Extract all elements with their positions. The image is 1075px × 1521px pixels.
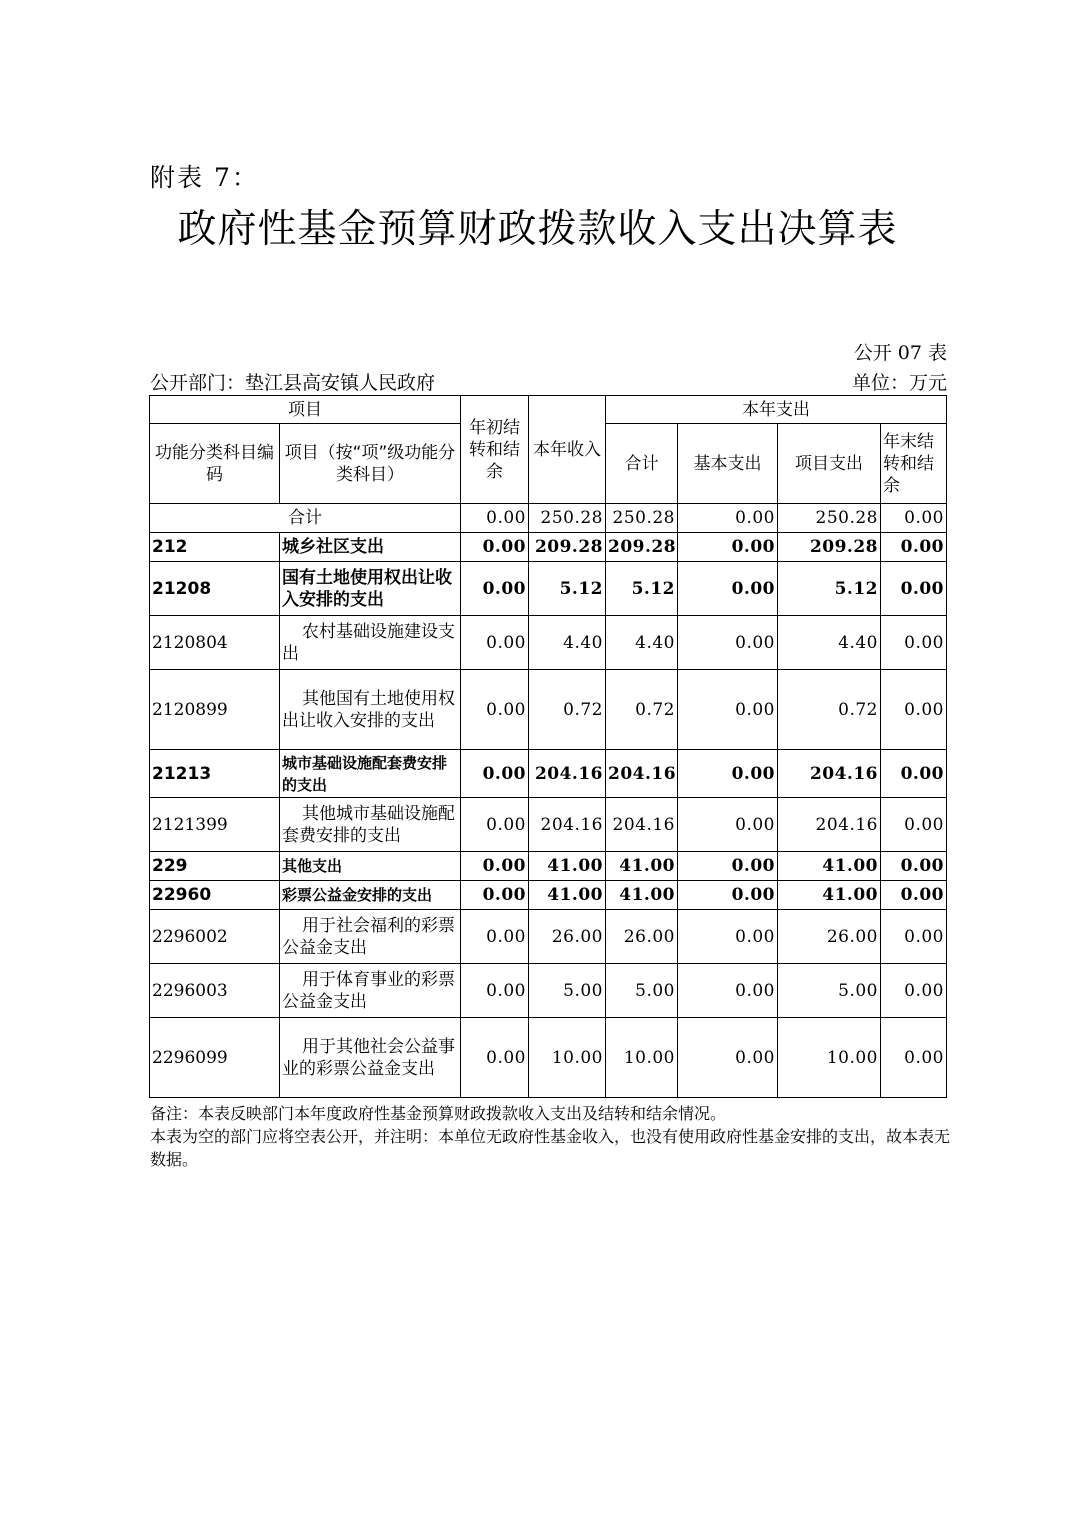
row-code: 21213 (150, 750, 280, 798)
row-code: 22960 (150, 881, 280, 910)
cell-value: 26.00 (606, 910, 678, 964)
cell-value: 0.00 (881, 1018, 947, 1098)
header-closing-balance: 年末结转和结余 (881, 424, 947, 504)
header-project-exp: 项目支出 (778, 424, 881, 504)
cell-value: 0.00 (881, 750, 947, 798)
table-row (150, 616, 947, 670)
cell-value: 10.00 (778, 1018, 881, 1098)
cell-value: 4.40 (778, 616, 881, 670)
cell-value: 204.16 (529, 798, 606, 852)
cell-value: 26.00 (778, 910, 881, 964)
row-code: 2120899 (150, 670, 280, 750)
row-name: 其他国有土地使用权出让收入安排的支出 (280, 670, 461, 750)
cell-value: 0.00 (461, 504, 529, 533)
row-code: 229 (150, 852, 280, 881)
row-name: 国有土地使用权出让收入安排的支出 (280, 562, 461, 616)
table-row (150, 562, 947, 616)
row-name: 农村基础设施建设支出 (280, 616, 461, 670)
table-row (150, 1018, 947, 1098)
cell-value: 0.00 (461, 964, 529, 1018)
cell-value: 0.72 (606, 670, 678, 750)
cell-value: 0.72 (529, 670, 606, 750)
cell-value: 0.00 (461, 750, 529, 798)
cell-value: 0.00 (678, 1018, 778, 1098)
cell-value: 209.28 (778, 533, 881, 562)
cell-value: 0.00 (461, 852, 529, 881)
header-item: 项目（按“项”级功能分类科目） (280, 424, 461, 504)
table-row (150, 670, 947, 750)
cell-value: 204.16 (529, 750, 606, 798)
cell-value: 4.40 (529, 616, 606, 670)
total-label: 合计 (150, 504, 461, 533)
cell-value: 10.00 (606, 1018, 678, 1098)
cell-value: 0.00 (881, 910, 947, 964)
cell-value: 0.00 (881, 964, 947, 1018)
cell-value: 0.00 (881, 562, 947, 616)
department-label: 公开部门：垫江县高安镇人民政府 (150, 372, 436, 394)
row-name: 其他城市基础设施配套费安排的支出 (280, 798, 461, 852)
fund-table (149, 395, 947, 1098)
cell-value: 0.00 (881, 798, 947, 852)
cell-value: 0.00 (881, 881, 947, 910)
cell-value: 204.16 (606, 798, 678, 852)
cell-value: 0.00 (881, 670, 947, 750)
cell-value: 204.16 (606, 750, 678, 798)
cell-value: 41.00 (529, 852, 606, 881)
row-code: 212 (150, 533, 280, 562)
row-code: 2296099 (150, 1018, 280, 1098)
cell-value: 0.00 (678, 964, 778, 1018)
cell-value: 0.00 (461, 533, 529, 562)
row-code: 2120804 (150, 616, 280, 670)
row-name: 其他支出 (280, 852, 461, 881)
header-opening-balance: 年初结转和结余 (461, 396, 529, 504)
cell-value: 4.40 (606, 616, 678, 670)
cell-value: 0.00 (461, 1018, 529, 1098)
row-name: 用于体育事业的彩票公益金支出 (280, 964, 461, 1018)
cell-value: 5.00 (529, 964, 606, 1018)
row-name: 用于社会福利的彩票公益金支出 (280, 910, 461, 964)
cell-value: 0.00 (461, 910, 529, 964)
header-project: 项目 (150, 396, 461, 424)
attachment-label: 附表 7： (150, 163, 259, 192)
cell-value: 0.00 (678, 504, 778, 533)
cell-value: 0.72 (778, 670, 881, 750)
cell-value: 0.00 (881, 616, 947, 670)
header-current-income: 本年收入 (529, 396, 606, 504)
cell-value: 0.00 (881, 852, 947, 881)
cell-value: 41.00 (778, 881, 881, 910)
cell-value: 5.12 (606, 562, 678, 616)
cell-value: 0.00 (461, 670, 529, 750)
cell-value: 0.00 (678, 533, 778, 562)
cell-value: 0.00 (678, 852, 778, 881)
cell-value: 5.00 (778, 964, 881, 1018)
cell-value: 0.00 (678, 562, 778, 616)
page-title: 政府性基金预算财政拨款收入支出决算表 (177, 207, 898, 252)
cell-value: 0.00 (678, 798, 778, 852)
cell-value: 0.00 (881, 533, 947, 562)
notes (150, 1102, 950, 1171)
cell-value: 5.00 (606, 964, 678, 1018)
unit-label: 单位：万元 (851, 372, 947, 394)
cell-value: 204.16 (778, 798, 881, 852)
cell-value: 209.28 (529, 533, 606, 562)
cell-value: 0.00 (461, 798, 529, 852)
cell-value: 41.00 (606, 852, 678, 881)
row-code: 2296002 (150, 910, 280, 964)
header-current-expense: 本年支出 (606, 396, 947, 424)
cell-value: 26.00 (529, 910, 606, 964)
cell-value: 0.00 (461, 881, 529, 910)
table-row (150, 881, 947, 910)
table-row (150, 910, 947, 964)
cell-value: 0.00 (461, 562, 529, 616)
cell-value: 41.00 (606, 881, 678, 910)
row-name: 城市基础设施配套费安排的支出 (280, 750, 461, 798)
cell-value: 250.28 (606, 504, 678, 533)
table-row (150, 533, 947, 562)
cell-value: 0.00 (461, 616, 529, 670)
row-name: 城乡社区支出 (280, 533, 461, 562)
cell-value: 5.12 (529, 562, 606, 616)
row-name: 彩票公益金安排的支出 (280, 881, 461, 910)
cell-value: 5.12 (778, 562, 881, 616)
header-total: 合计 (606, 424, 678, 504)
table-row (150, 964, 947, 1018)
header-code: 功能分类科目编码 (150, 424, 280, 504)
table-row (150, 798, 947, 852)
note-remark: 备注：本表反映部门本年度政府性基金预算财政拨款收入支出及结转和结余情况。 (150, 1104, 727, 1123)
cell-value: 209.28 (606, 533, 678, 562)
cell-value: 0.00 (678, 750, 778, 798)
cell-value: 41.00 (529, 881, 606, 910)
cell-value: 0.00 (881, 504, 947, 533)
header-row-1 (150, 396, 947, 424)
table-number: 公开 07 表 (853, 342, 947, 364)
table-row (150, 750, 947, 798)
row-code: 21208 (150, 562, 280, 616)
cell-value: 41.00 (778, 852, 881, 881)
cell-value: 0.00 (678, 910, 778, 964)
note-empty-table: 本表为空的部门应将空表公开，并注明：本单位无政府性基金收入，也没有使用政府性基金安排的支出，故本表无数据。 (150, 1127, 951, 1169)
cell-value: 10.00 (529, 1018, 606, 1098)
cell-value: 250.28 (778, 504, 881, 533)
cell-value: 204.16 (778, 750, 881, 798)
cell-value: 250.28 (529, 504, 606, 533)
row-code: 2121399 (150, 798, 280, 852)
cell-value: 0.00 (678, 670, 778, 750)
header-basic: 基本支出 (678, 424, 778, 504)
row-name: 用于其他社会公益事业的彩票公益金支出 (280, 1018, 461, 1098)
table-row (150, 852, 947, 881)
cell-value: 0.00 (678, 881, 778, 910)
row-code: 2296003 (150, 964, 280, 1018)
cell-value: 0.00 (678, 616, 778, 670)
total-row (150, 504, 947, 533)
